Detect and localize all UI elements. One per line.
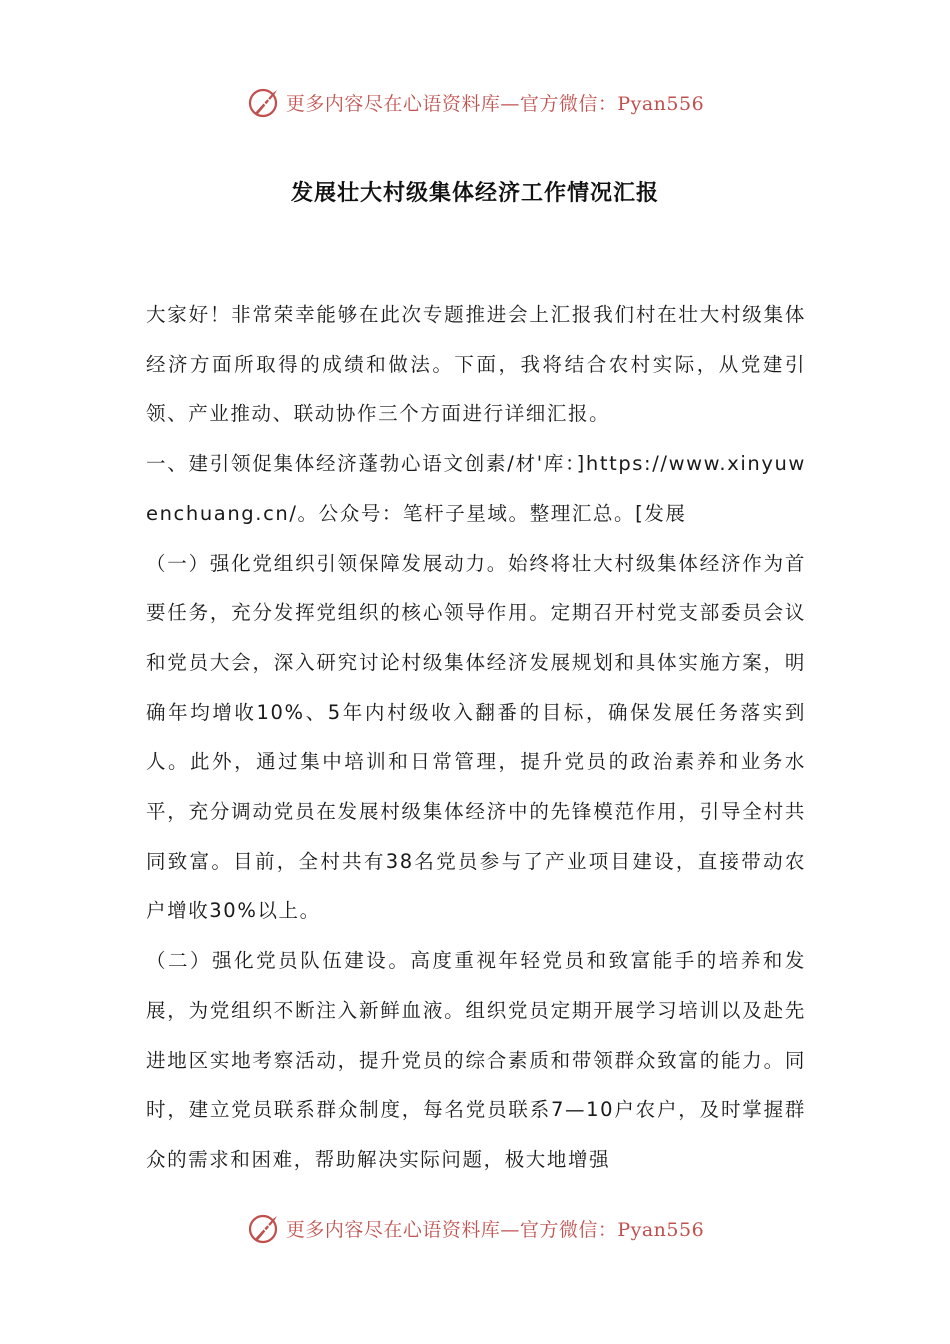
footer-watermark-banner [0,1206,950,1250]
paragraph-subsection-2: （二）强化党员队伍建设。高度重视年轻党员和致富能手的培养和发展，为党组织不断注入新鲜血液。组织党员定期开展学习培训以及赴先进地区实地考察活动，提升党员的综合素质和带领群众致富的能力。同时，建立党员联系群众制度，每名党员联系7—10户农户，及时掌握群众的需求和困难，帮助解决实际问题，极大地增强 [146,949,806,1171]
document-body [146,290,806,1185]
quill-pen-circle-icon [246,1210,282,1246]
paragraph-intro: 大家好！非常荣幸能够在此次专题推进会上汇报我们村在壮大村级集体经济方面所取得的成绩和做法。下面，我将结合农村实际，从党建引领、产业推动、联动协作三个方面进行详细汇报。 [146,303,806,426]
watermark-text: 更多内容尽在心语资料库—官方微信：Pyan556 [285,92,705,115]
header-watermark-banner [0,80,950,124]
paragraph-subsection-1: （一）强化党组织引领保障发展动力。始终将壮大村级集体经济作为首要任务，充分发挥党组织的核心领导作用。定期召开村党支部委员会议和党员大会，深入研究讨论村级集体经济发展规划和具体实施方案，明确年均增收10%、5年内村级收入翻番的目标，确保发展任务落实到人。此外，通过集中培训和日常管理，提升党员的政治素养和业务水平，充分调动党员在发展村级集体经济中的先锋模范作用，引导全村共同致富。目前，全村共有38名党员参与了产业项目建设，直接带动农户增收30%以上。 [146,551,806,923]
watermark-text: 更多内容尽在心语资料库—官方微信：Pyan556 [285,1218,705,1241]
quill-pen-circle-icon [246,84,282,120]
paragraph-section-heading: 一、建引领促集体经济蓬勃心语文创素/材'库：]https://www.xinyuwenchuang.cn/。公众号：笔杆子星域。整理汇总。[发展 [146,452,806,525]
document-title: 发展壮大村级集体经济工作情况汇报 [290,181,659,206]
